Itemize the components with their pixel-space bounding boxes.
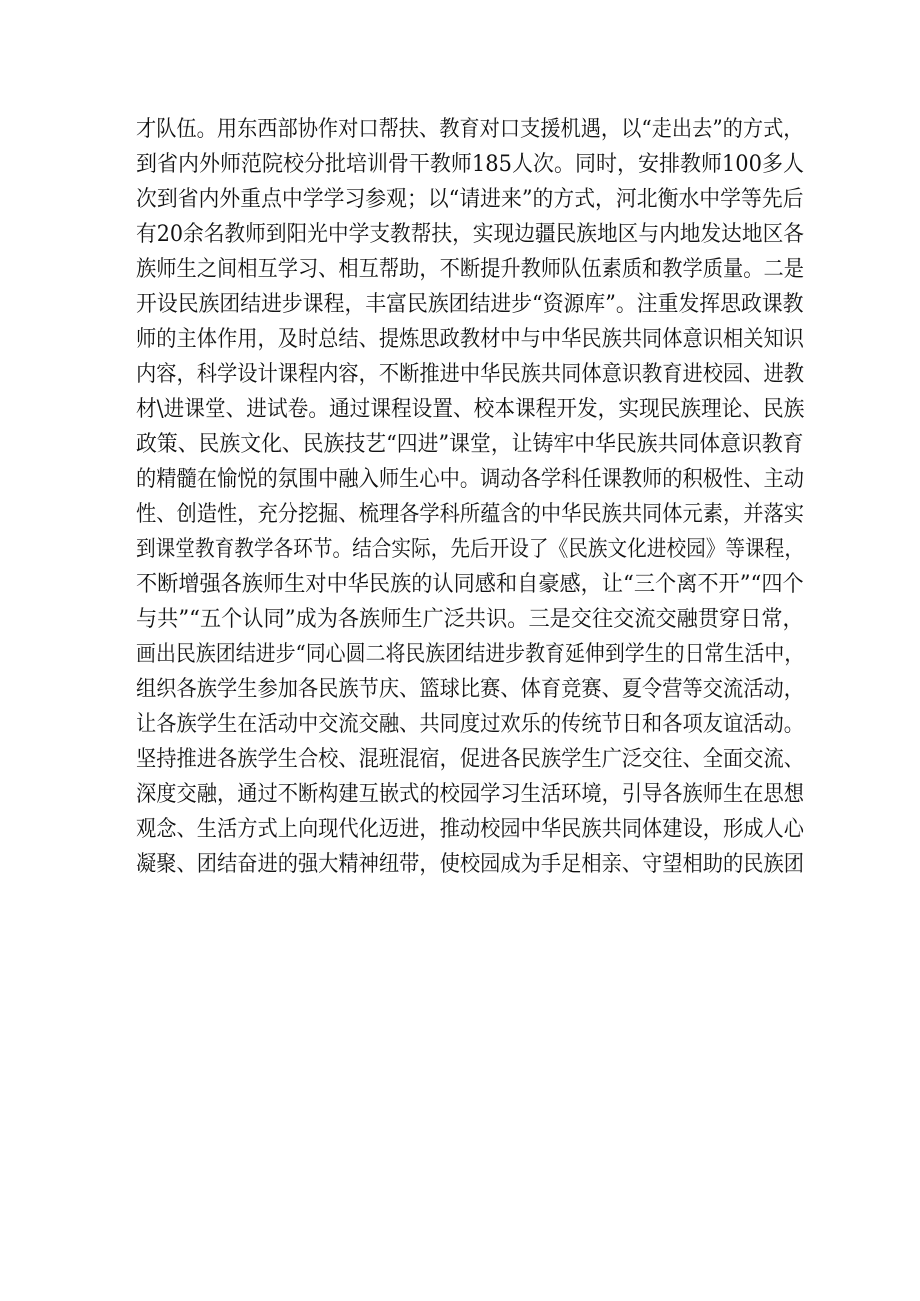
text-line: 的精髓在愉悦的氛围中融入师生心中。调动各学科任课教师的积极性、主动 (136, 467, 805, 492)
text-line: 政策、民族文化、民族技艺“四进”课堂，让铸牢中华民族共同体意识教育 (136, 432, 804, 457)
text-line: 观念、生活方式上向现代化迈进，推动校园中华民族共同体建设，形成人心 (136, 817, 805, 842)
text-line: 性、创造性，充分挖掘、梳理各学科所蕴含的中华民族共同体元素，并落实 (136, 502, 805, 527)
text-line: 深度交融，通过不断构建互嵌式的校园学习生活环境，引导各族师生在思想 (136, 782, 805, 807)
text-line: 族师生之间相互学习、相互帮助，不断提升教师队伍素质和教学质量。二是 (136, 257, 805, 282)
text-line: 到课堂教育教学各环节。结合实际，先后开设了《民族文化进校园》等课程， (136, 537, 804, 562)
text-line: 次到省内外重点中学学习参观；以“请进来”的方式，河北衡水中学等先后 (136, 187, 804, 212)
text-line: 材\进课堂、进试卷。通过课程设置、校本课程开发，实现民族理论、民族 (136, 397, 805, 422)
text-line: 让各族学生在活动中交流交融、共同度过欢乐的传统节日和各项友谊活动。 (136, 712, 805, 737)
text-line: 画出民族团结进步“同心圆二将民族团结进步教育延伸到学生的日常生活中， (136, 642, 805, 667)
text-line: 到省内外师范院校分批培训骨干教师185人次。同时，安排教师100多人 (136, 152, 805, 177)
text-line: 凝聚、团结奋进的强大精神纽带，使校园成为手足相亲、守望相助的民族团 (136, 852, 805, 877)
document-body (136, 112, 804, 882)
text-line: 坚持推进各族学生合校、混班混宿，促进各民族学生广泛交往、全面交流、 (136, 747, 805, 772)
text-line: 才队伍。用东西部协作对口帮扶、教育对口支援机遇，以“走出去”的方式， (136, 117, 804, 142)
text-line: 内容，科学设计课程内容，不断推进中华民族共同体意识教育进校园、进教 (136, 362, 805, 387)
text-line: 开设民族团结进步课程，丰富民族团结进步“资源库”。注重发挥思政课教 (136, 292, 804, 317)
text-line: 组织各族学生参加各民族节庆、篮球比赛、体育竞赛、夏令营等交流活动， (136, 677, 805, 702)
text-line: 有20余名教师到阳光中学支教帮扶，实现边疆民族地区与内地发达地区各 (136, 222, 804, 247)
text-line: 不断增强各族师生对中华民族的认同感和自豪感，让“三个离不开”“四个 (136, 572, 804, 597)
text-line: 与共”“五个认同”成为各族师生广泛共识。三是交往交流交融贯穿日常， (136, 607, 804, 632)
text-line: 师的主体作用，及时总结、提炼思政教材中与中华民族共同体意识相关知识 (136, 327, 805, 352)
